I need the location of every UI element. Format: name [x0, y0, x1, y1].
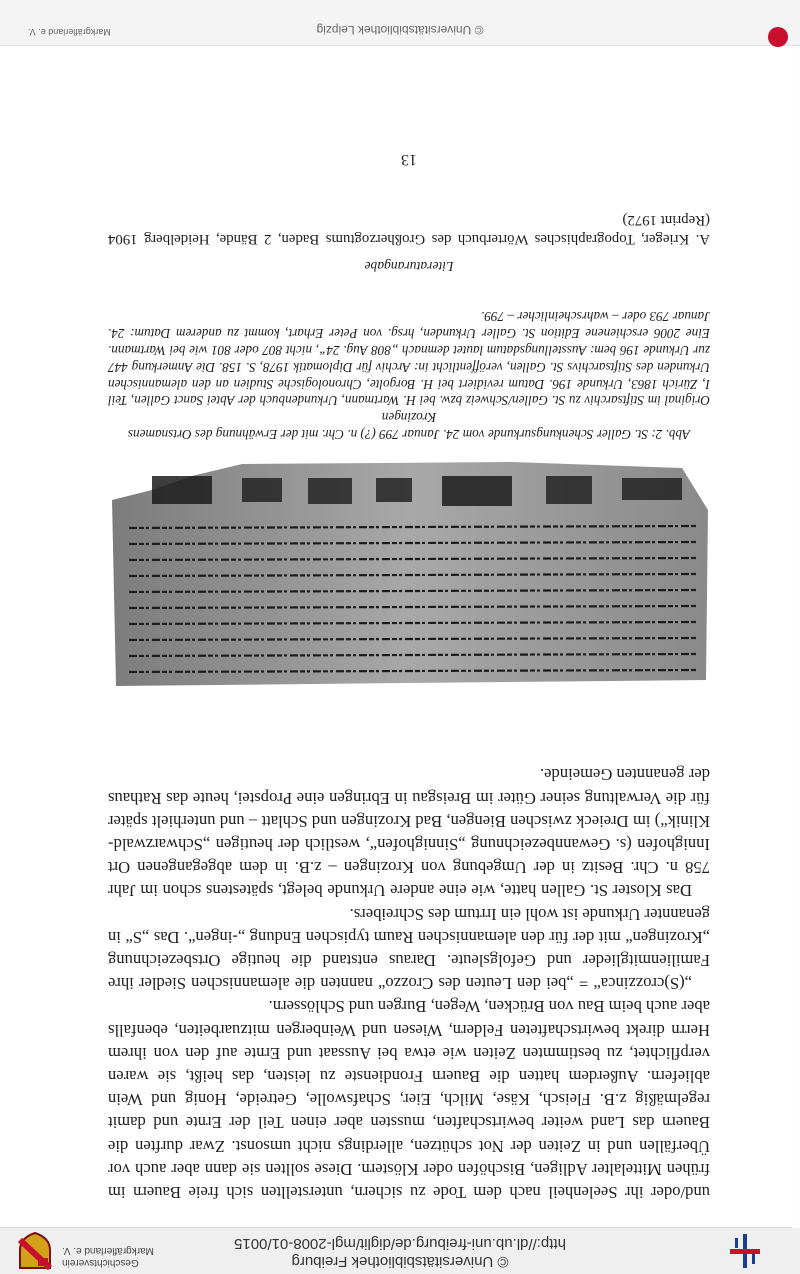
- literature-heading: Literaturangabe: [364, 259, 454, 274]
- society-crest-icon: [18, 1232, 52, 1270]
- literature-entry: A. Krieger, Topographisches Wörterbuch des Großherzogtums Baden, 2 Bände, Heidelberg 1904 (Reprint 1972): [108, 212, 710, 247]
- society-line-2: Markgräflerland e. V.: [62, 1245, 154, 1256]
- caption-title: Abb. 2: St. Galler Schenkungsurkunde vom 24. Januar 799 (?) n. Chr. mit der Erwähnung des Ortsnamens Krozingen: [127, 410, 691, 442]
- paragraph: „(S)crozzinca“ = „bei den Leuten des Crozzo“ nannten die alemannischen Siedler ihre Familienmitglieder und Gefolgsleute. Daraus entstand die heutige Ortsbezeichnung „Krozingen“ mit der für den alemannischen Raum typischen Endung „-ingen“. Das „S“ in genannter Urkunde ist wohl ein Irrtum des Schreibers.: [108, 904, 710, 994]
- society-name: [62, 1244, 172, 1268]
- footer-copyright: © Universitätsbibliothek Leipzig: [316, 23, 484, 37]
- footer-society: Markgräflerland e. V.: [28, 27, 111, 37]
- caption-source: Original im Stiftsarchiv zu St. Gallen/Schweiz bzw. bei H. Wartmann, Urkundenbuch der Abtei Sanct Gallen, Teil I, Zürich 1863, Urkunde 196. Datum revidiert bei H. Borgolte, Chronologische Studien an den alemannischen Urkunden des Stiftsarchivs St. Gallen, veröffentlicht in: Archiv für Diplomatik 1978, S. 158. Die Anmerkung 447 zur Urkunde 196 bem: Ausstellungsdatum lautet demnach „808 Aug. 24“, nicht 807 oder 801 wie bei Wartmann. Eine 2006 erschienene Edition St. Galler Urkunden, hrsg. von Peter Erhart, kommt zu anderem Datum: 24. Januar 793 oder – wahrscheinlicher – 799.: [108, 309, 710, 409]
- society-line-1: Geschichtsverein: [62, 1257, 139, 1268]
- body-text: [108, 763, 710, 1204]
- viewer-footer: [0, 0, 800, 46]
- document-url[interactable]: http://dl.ub.uni-freiburg.de/diglit/mgl-2008-01/0015: [234, 1235, 566, 1252]
- paragraph: Das Kloster St. Gallen hatte, wie eine andere Urkunde belegt, spätestens schon im Jahr 758 n. Chr. Besitz in der Umgebung von Krozingen – z.B. in dem abgegangenen Ort Innighofen (s. Gewannbezeichnung „Sinnighofen“, westlich der heutigen „Schwarzwald-Klinik“) im Dreieck zwischen Biengen, Bad Krozingen und Schlatt – und unterhielt später für die Verwaltung seiner Güter im Breisgau in Ebringen eine Propstei, heute das Rathaus der genannten Gemeinde.: [108, 765, 710, 901]
- figure-caption: [108, 308, 710, 442]
- viewer-header: [0, 1227, 800, 1274]
- page-number: 13: [401, 151, 417, 168]
- left-margin: [792, 46, 800, 1228]
- copyright-title: © Universitätsbibliothek Freiburg: [291, 1253, 509, 1270]
- paragraph: und/oder ihr Seelenheil nach dem Tode zu sichern, unterstellten sich freie Bauern im frühen Mittelalter Adligen, Bischöfen oder Klöstern. Diese sollten sie dann aber auch vor Überfällen und in Zeiten der Not schützen, allerdings nicht umsonst. Zwar durften die Bauern das Land weiter bewirtschaften, mussten aber einen Teil der Ernte und damit regelmäßig z.B. Fleisch, Käse, Milch, Eier, Schafswolle, Getreide, Honig und Wein abliefern. Außerdem hatten die Bauern Frondienste zu leisten, das heißt, sie waren verpflichtet, zu bestimmten Zeiten wie etwa bei Aussaat und Ernte auf den von ihrem Herrn direkt bewirtschafteten Feldern, Wiesen und Weinbergen mitzuarbeiten, ebenfalls aber auch beim Bau von Brücken, Wegen, Burgen und Schlössern.: [108, 997, 710, 1202]
- charter-manuscript-image: [110, 458, 712, 690]
